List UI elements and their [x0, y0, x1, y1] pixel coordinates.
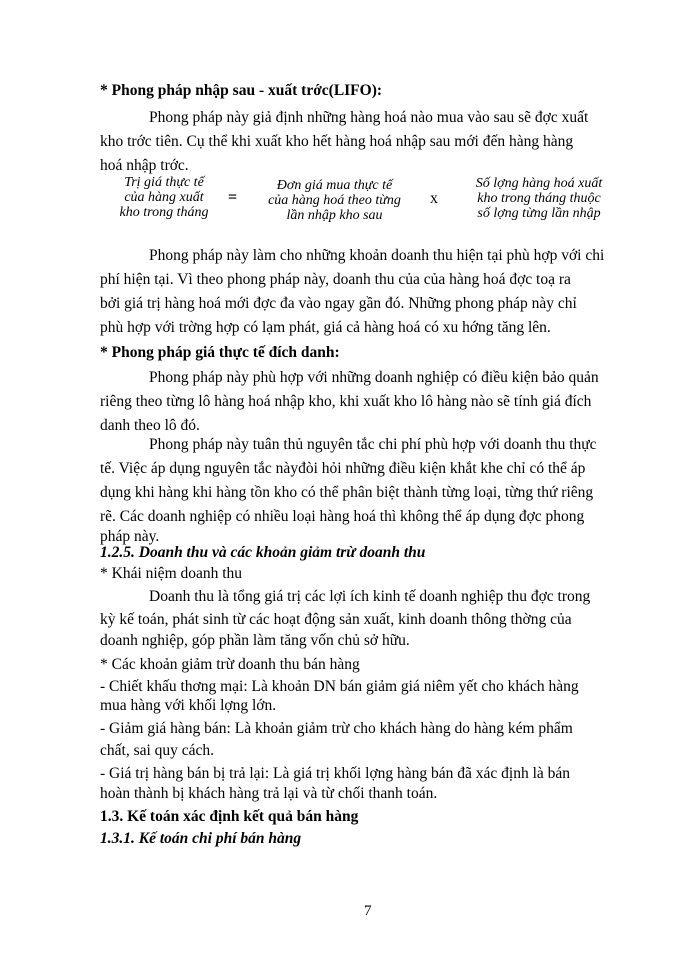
- formula-left-line-2: của hàng xuất: [124, 190, 204, 205]
- lifo-p2-line-2: phí hiện tại. Vì theo phong pháp này, doanh thu của của hàng hoá đợc toạ ra: [100, 271, 571, 288]
- formula-middle-line-1: Đơn giá mua thực tế: [276, 178, 393, 193]
- formula-left-line-1: Trị giá thực tế: [124, 175, 204, 190]
- formula-times-sign: x: [430, 190, 438, 207]
- specific-p1-line-1: Phong pháp này phù hợp với những doanh nghiệp có điều kiện bảo quản: [149, 369, 599, 386]
- formula-right-line-3: số lợng từng lần nhập: [477, 206, 601, 221]
- deduction-3-line-1: - Giá trị hàng bán bị trả lại: Là giá trị khối lợng hàng bán đã xác định là bán: [100, 765, 571, 782]
- deduction-2-line-1: - Giảm giá hàng bán: Là khoản giảm trừ cho khách hàng do hàng kém phẩm: [100, 720, 573, 737]
- specific-p2-line-5: pháp này.: [100, 528, 160, 545]
- formula-middle-line-3: lần nhập kho sau: [286, 208, 383, 223]
- lifo-p2-line-4: phù hợp với trờng hợp có lạm phát, giá cả hàng hoá có xu hớng tăng lên.: [100, 319, 551, 336]
- lifo-p1-line-3: hoá nhập trớc.: [100, 157, 189, 174]
- specific-p2-line-3: dụng khi hàng khi hàng tồn kho có thể phân biệt thành từng loại, từng thứ riêng: [100, 484, 594, 501]
- lifo-p1-line-2: kho trớc tiên. Cụ thể khi xuất kho hết hàng hoá nhập sau mới đến hàng hàng: [100, 133, 574, 150]
- lifo-p2-line-3: bởi giá trị hàng hoá mới đợc đa vào ngay gần đó. Những phong pháp này chỉ: [100, 295, 577, 312]
- specific-p2-line-4: rẽ. Các doanh nghiệp có nhiều loại hàng hoá thì không thể áp dụng đợc phong: [100, 508, 585, 525]
- specific-p2-line-2: tế. Việc áp dụng nguyên tắc nàyđòi hỏi những điều kiện khắt khe chỉ có thể áp: [100, 460, 586, 477]
- heading-lifo: * Phong pháp nhập sau - xuất trớc(LIFO):: [100, 82, 383, 99]
- revenue-concept-heading: * Khái niệm doanh thu: [100, 565, 243, 582]
- deduction-3-line-2: hoàn thành bị khách hàng trả lại và từ chối thanh toán.: [100, 785, 438, 802]
- deduction-1-line-1: - Chiết khấu thơng mại: Là khoản DN bán giảm giá niêm yết cho khách hàng: [100, 678, 579, 695]
- formula-right-line-2: kho trong tháng thuộc: [477, 191, 601, 206]
- formula-middle-line-2: của hàng hoá theo từng: [268, 193, 401, 208]
- deduction-2-line-2: chất, sai quy cách.: [100, 742, 215, 759]
- formula-equals-sign: =: [228, 189, 238, 206]
- section-1-3-1-heading: 1.3.1. Kế toán chi phí bán hàng: [100, 830, 302, 847]
- specific-p1-line-3: danh theo lô đó.: [100, 417, 200, 434]
- deductions-heading: * Các khoản giảm trừ doanh thu bán hàng: [100, 656, 360, 673]
- revenue-p-line-2: kỳ kế toán, phát sinh từ các hoạt động sản xuất, kinh doanh thông thờng của: [100, 611, 572, 628]
- page-number: 7: [364, 903, 372, 919]
- lifo-p1-line-1: Phong pháp này giả định những hàng hoá nào mua vào sau sẽ đợc xuất: [149, 109, 589, 126]
- deduction-1-line-2: mua hàng với khối lợng lớn.: [100, 697, 277, 714]
- lifo-p2-line-1: Phong pháp này làm cho những khoản doanh thu hiện tại phù hợp với chi: [149, 247, 605, 264]
- formula-right-line-1: Số lợng hàng hoá xuất: [475, 176, 603, 191]
- revenue-p-line-3: doanh nghiệp, góp phần làm tăng vốn chủ sở hữu.: [100, 632, 410, 649]
- section-1-3-heading: 1.3. Kế toán xác định kết quả bán hàng: [100, 808, 359, 825]
- revenue-p-line-1: Doanh thu là tổng giá trị các lợi ích kinh tế doanh nghiệp thu đợc trong: [149, 588, 591, 605]
- heading-specific-identification: * Phong pháp giá thực tế đích danh:: [100, 344, 340, 361]
- specific-p1-line-2: riêng theo từng lô hàng hoá nhập kho, khi xuất kho lô hàng nào sẽ tính giá đích: [100, 393, 592, 410]
- section-1-2-5-heading: 1.2.5. Doanh thu và các khoản giảm trừ doanh thu: [100, 544, 426, 561]
- formula-left-line-3: kho trong tháng: [119, 205, 209, 220]
- specific-p2-line-1: Phong pháp này tuân thủ nguyên tắc chi phí phù hợp với doanh thu thực: [149, 436, 597, 453]
